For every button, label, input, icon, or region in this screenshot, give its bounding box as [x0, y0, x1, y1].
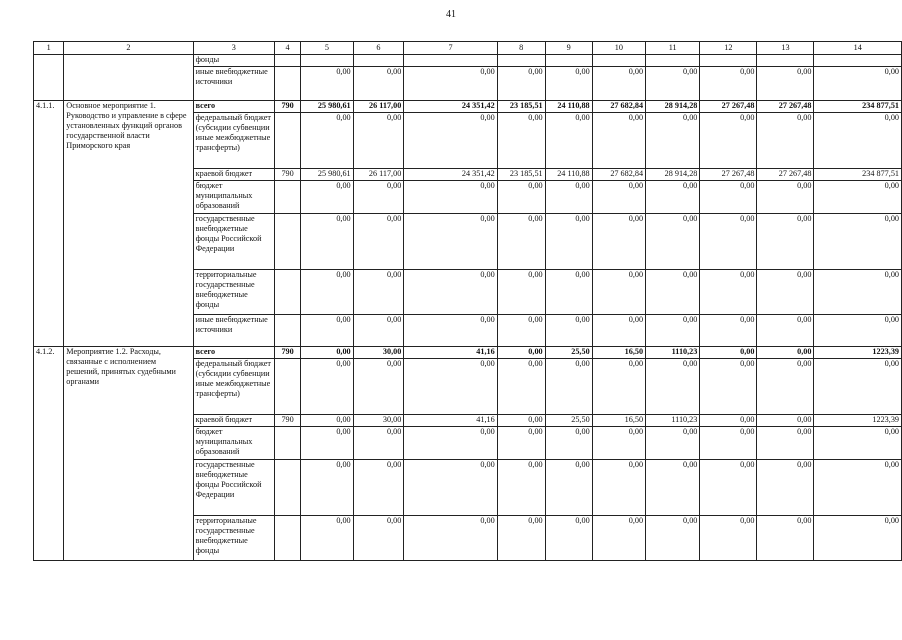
value-cell: 0,00 [545, 113, 592, 169]
funding-source: иные внебюджетные источники [193, 67, 274, 101]
value-cell: 0,00 [301, 113, 354, 169]
gov-code [275, 460, 301, 516]
value-cell: 0,00 [700, 415, 757, 427]
value-cell: 0,00 [700, 516, 757, 561]
value-cell: 0,00 [700, 214, 757, 270]
gov-code [275, 181, 301, 214]
value-cell: 0,00 [700, 270, 757, 315]
value-cell: 30,00 [353, 415, 404, 427]
value-cell: 0,00 [814, 427, 902, 460]
value-cell: 0,00 [301, 359, 354, 415]
table-row [34, 101, 902, 113]
value-cell: 0,00 [301, 270, 354, 315]
value-cell: 234 877,51 [814, 169, 902, 181]
value-cell: 0,00 [497, 67, 545, 101]
item-code: 4.1.1. [34, 101, 64, 347]
value-cell: 0,00 [700, 67, 757, 101]
value-cell: 0,00 [646, 181, 700, 214]
value-cell: 0,00 [353, 214, 404, 270]
value-cell: 0,00 [301, 516, 354, 561]
value-cell: 41,16 [404, 415, 497, 427]
value-cell: 0,00 [497, 270, 545, 315]
value-cell: 0,00 [301, 415, 354, 427]
value-cell: 0,00 [353, 113, 404, 169]
value-cell: 0,00 [497, 347, 545, 359]
value-cell: 0,00 [404, 181, 497, 214]
value-cell: 0,00 [497, 359, 545, 415]
funding-source: краевой бюджет [193, 169, 274, 181]
column-header: 6 [353, 42, 404, 55]
value-cell [646, 55, 700, 67]
value-cell: 0,00 [814, 214, 902, 270]
value-cell: 0,00 [545, 181, 592, 214]
value-cell: 0,00 [592, 181, 645, 214]
budget-table [33, 41, 902, 561]
value-cell: 0,00 [545, 270, 592, 315]
column-header: 7 [404, 42, 497, 55]
value-cell: 0,00 [353, 67, 404, 101]
value-cell: 0,00 [757, 113, 814, 169]
value-cell: 0,00 [814, 67, 902, 101]
value-cell: 24 110,88 [545, 169, 592, 181]
value-cell: 0,00 [301, 181, 354, 214]
value-cell: 0,00 [545, 214, 592, 270]
value-cell [353, 55, 404, 67]
value-cell: 27 267,48 [757, 169, 814, 181]
value-cell: 28 914,28 [646, 101, 700, 113]
gov-code [275, 516, 301, 561]
column-header: 5 [301, 42, 354, 55]
value-cell: 0,00 [545, 359, 592, 415]
gov-code [275, 214, 301, 270]
gov-code [275, 270, 301, 315]
value-cell: 0,00 [646, 460, 700, 516]
value-cell: 0,00 [814, 516, 902, 561]
value-cell: 0,00 [404, 427, 497, 460]
value-cell: 16,50 [592, 415, 645, 427]
value-cell: 0,00 [497, 460, 545, 516]
value-cell: 26 117,00 [353, 101, 404, 113]
value-cell: 0,00 [814, 113, 902, 169]
value-cell: 234 877,51 [814, 101, 902, 113]
funding-source: государственные внебюджетные фонды Российской Федерации [193, 214, 274, 270]
value-cell: 0,00 [814, 181, 902, 214]
value-cell: 0,00 [757, 315, 814, 347]
value-cell: 25,50 [545, 415, 592, 427]
value-cell [592, 55, 645, 67]
value-cell: 1223,39 [814, 415, 902, 427]
value-cell: 0,00 [404, 460, 497, 516]
value-cell: 0,00 [301, 427, 354, 460]
value-cell: 1110,23 [646, 415, 700, 427]
value-cell: 0,00 [757, 347, 814, 359]
gov-code [275, 315, 301, 347]
value-cell: 0,00 [592, 214, 645, 270]
item-name: Основное мероприятие 1. Руководство и управление в сфере установленных функций органов государственной власти Приморского края [64, 101, 193, 347]
value-cell: 0,00 [404, 214, 497, 270]
value-cell: 27 267,48 [757, 101, 814, 113]
value-cell: 0,00 [353, 460, 404, 516]
table-row [34, 347, 902, 359]
gov-code [275, 359, 301, 415]
value-cell: 0,00 [497, 516, 545, 561]
value-cell: 27 682,84 [592, 101, 645, 113]
column-header: 13 [757, 42, 814, 55]
value-cell [545, 55, 592, 67]
value-cell: 0,00 [700, 460, 757, 516]
value-cell: 0,00 [545, 315, 592, 347]
value-cell: 0,00 [646, 315, 700, 347]
value-cell: 0,00 [404, 315, 497, 347]
value-cell: 0,00 [301, 67, 354, 101]
value-cell: 0,00 [301, 460, 354, 516]
value-cell: 0,00 [592, 460, 645, 516]
value-cell: 0,00 [700, 181, 757, 214]
value-cell [404, 55, 497, 67]
value-cell: 41,16 [404, 347, 497, 359]
column-header: 12 [700, 42, 757, 55]
value-cell: 0,00 [497, 315, 545, 347]
value-cell: 0,00 [700, 359, 757, 415]
column-header: 9 [545, 42, 592, 55]
funding-source: всего [193, 347, 274, 359]
value-cell: 28 914,28 [646, 169, 700, 181]
column-header: 2 [64, 42, 193, 55]
funding-source: государственные внебюджетные фонды Российской Федерации [193, 460, 274, 516]
funding-source: федеральный бюджет (субсидии субвенции иные межбюджетные трансферты) [193, 113, 274, 169]
funding-source: бюджет муниципальных образований [193, 427, 274, 460]
value-cell: 27 267,48 [700, 101, 757, 113]
value-cell [700, 55, 757, 67]
value-cell: 24 110,88 [545, 101, 592, 113]
column-header: 11 [646, 42, 700, 55]
value-cell: 0,00 [301, 214, 354, 270]
value-cell: 0,00 [301, 315, 354, 347]
value-cell: 0,00 [404, 359, 497, 415]
value-cell: 0,00 [646, 67, 700, 101]
value-cell: 30,00 [353, 347, 404, 359]
value-cell: 0,00 [700, 347, 757, 359]
value-cell: 25,50 [545, 347, 592, 359]
value-cell: 23 185,51 [497, 169, 545, 181]
value-cell: 0,00 [592, 113, 645, 169]
value-cell: 24 351,42 [404, 101, 497, 113]
value-cell: 0,00 [700, 113, 757, 169]
value-cell: 0,00 [757, 460, 814, 516]
value-cell: 0,00 [497, 427, 545, 460]
value-cell: 0,00 [814, 460, 902, 516]
value-cell: 0,00 [404, 113, 497, 169]
funding-source: всего [193, 101, 274, 113]
column-header: 10 [592, 42, 645, 55]
item-code: 4.1.2. [34, 347, 64, 561]
value-cell: 0,00 [757, 516, 814, 561]
value-cell: 0,00 [757, 181, 814, 214]
value-cell: 0,00 [592, 427, 645, 460]
value-cell: 0,00 [700, 427, 757, 460]
value-cell: 0,00 [757, 270, 814, 315]
value-cell: 0,00 [646, 214, 700, 270]
value-cell: 1110,23 [646, 347, 700, 359]
value-cell: 0,00 [497, 214, 545, 270]
value-cell: 0,00 [757, 427, 814, 460]
value-cell: 0,00 [592, 315, 645, 347]
value-cell [814, 55, 902, 67]
gov-code: 790 [275, 347, 301, 359]
gov-code [275, 67, 301, 101]
value-cell: 0,00 [814, 270, 902, 315]
value-cell: 0,00 [404, 516, 497, 561]
funding-source: территориальные государственные внебюджетные фонды [193, 270, 274, 315]
value-cell: 0,00 [814, 359, 902, 415]
value-cell: 0,00 [353, 359, 404, 415]
item-code [34, 55, 64, 101]
value-cell: 0,00 [592, 359, 645, 415]
gov-code [275, 55, 301, 67]
column-header: 4 [275, 42, 301, 55]
value-cell: 0,00 [497, 113, 545, 169]
value-cell: 26 117,00 [353, 169, 404, 181]
value-cell: 0,00 [353, 270, 404, 315]
value-cell: 0,00 [592, 270, 645, 315]
gov-code: 790 [275, 415, 301, 427]
value-cell [497, 55, 545, 67]
value-cell: 0,00 [646, 427, 700, 460]
gov-code: 790 [275, 169, 301, 181]
value-cell: 27 682,84 [592, 169, 645, 181]
value-cell: 0,00 [404, 270, 497, 315]
value-cell: 0,00 [353, 315, 404, 347]
column-header: 3 [193, 42, 274, 55]
value-cell: 25 980,61 [301, 101, 354, 113]
value-cell: 0,00 [545, 427, 592, 460]
page-number: 41 [446, 9, 456, 20]
value-cell: 0,00 [545, 460, 592, 516]
value-cell: 0,00 [353, 427, 404, 460]
value-cell: 0,00 [301, 347, 354, 359]
value-cell: 0,00 [646, 113, 700, 169]
value-cell [301, 55, 354, 67]
table-row [34, 55, 902, 67]
value-cell: 0,00 [757, 415, 814, 427]
funding-source: фонды [193, 55, 274, 67]
funding-source: федеральный бюджет (субсидии субвенции иные межбюджетные трансферты) [193, 359, 274, 415]
funding-source: территориальные государственные внебюджетные фонды [193, 516, 274, 561]
gov-code: 790 [275, 101, 301, 113]
value-cell: 0,00 [757, 214, 814, 270]
value-cell: 0,00 [497, 415, 545, 427]
value-cell: 0,00 [646, 359, 700, 415]
value-cell: 0,00 [757, 359, 814, 415]
header-row [34, 42, 902, 55]
value-cell: 0,00 [646, 516, 700, 561]
value-cell: 0,00 [404, 67, 497, 101]
column-header: 8 [497, 42, 545, 55]
value-cell: 23 185,51 [497, 101, 545, 113]
value-cell: 0,00 [814, 315, 902, 347]
value-cell: 16,50 [592, 347, 645, 359]
item-name: Мероприятие 1.2. Расходы, связанные с исполнением решений, принятых судебными органами [64, 347, 193, 561]
value-cell: 0,00 [757, 67, 814, 101]
funding-source: иные внебюджетные источники [193, 315, 274, 347]
gov-code [275, 113, 301, 169]
column-header: 14 [814, 42, 902, 55]
value-cell: 0,00 [545, 516, 592, 561]
gov-code [275, 427, 301, 460]
value-cell: 0,00 [646, 270, 700, 315]
value-cell: 24 351,42 [404, 169, 497, 181]
value-cell: 1223,39 [814, 347, 902, 359]
value-cell [757, 55, 814, 67]
value-cell: 0,00 [497, 181, 545, 214]
item-name [64, 55, 193, 101]
value-cell: 0,00 [592, 516, 645, 561]
column-header: 1 [34, 42, 64, 55]
value-cell: 0,00 [700, 315, 757, 347]
funding-source: бюджет муниципальных образований [193, 181, 274, 214]
funding-source: краевой бюджет [193, 415, 274, 427]
value-cell: 25 980,61 [301, 169, 354, 181]
value-cell: 0,00 [545, 67, 592, 101]
value-cell: 0,00 [353, 181, 404, 214]
value-cell: 0,00 [353, 516, 404, 561]
value-cell: 27 267,48 [700, 169, 757, 181]
value-cell: 0,00 [592, 67, 645, 101]
